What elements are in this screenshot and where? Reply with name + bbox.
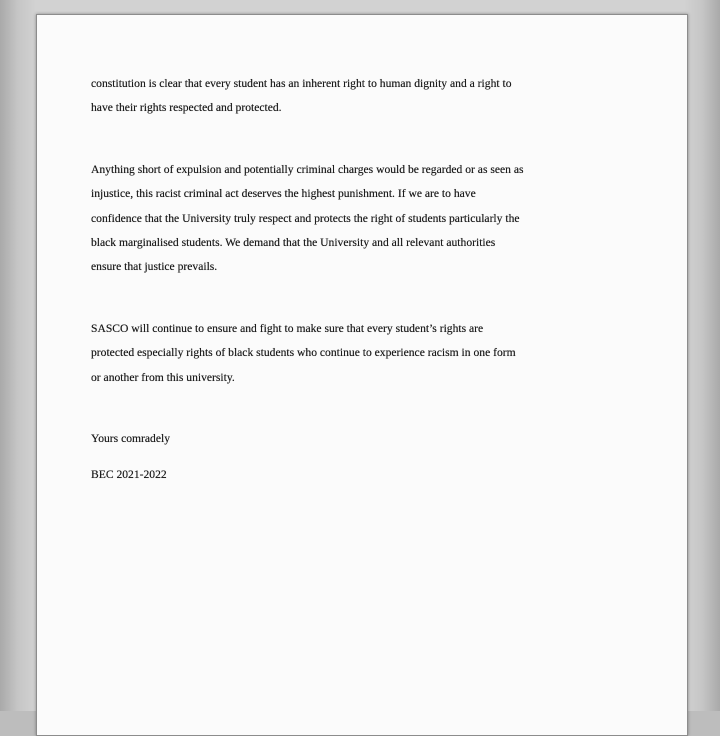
paragraph-line: black marginalised students. We demand that the University and all relevant authorities — [91, 236, 496, 250]
closing-salutation: Yours comradely — [91, 432, 171, 446]
document-page — [36, 14, 688, 736]
paragraph-sasco — [91, 317, 651, 390]
paragraph-line: Anything short of expulsion and potentially criminal charges would be regarded or as seen as — [91, 162, 524, 176]
paragraph-line: constitution is clear that every student has an inherent right to human dignity and a right to — [91, 77, 512, 90]
paragraph-constitution — [91, 72, 651, 121]
paragraph-line: injustice, this racist criminal act deserves the highest punishment. If we are to have — [91, 187, 476, 201]
paragraph-line: SASCO will continue to ensure and fight to make sure that every student’s rights are — [91, 321, 484, 335]
paragraph-line: or another from this university. — [91, 370, 235, 384]
paragraph-line: ensure that justice prevails. — [91, 260, 218, 274]
paragraph-line: have their rights respected and protected. — [91, 101, 282, 115]
signature-line: BEC 2021-2022 — [91, 468, 167, 482]
document-body — [91, 72, 651, 488]
paragraph-line: confidence that the University truly respect and protects the right of students particularly the — [91, 211, 520, 225]
paragraph-line: protected especially rights of black students who continue to experience racism in one form — [91, 346, 516, 360]
paragraph-demand — [91, 158, 651, 280]
